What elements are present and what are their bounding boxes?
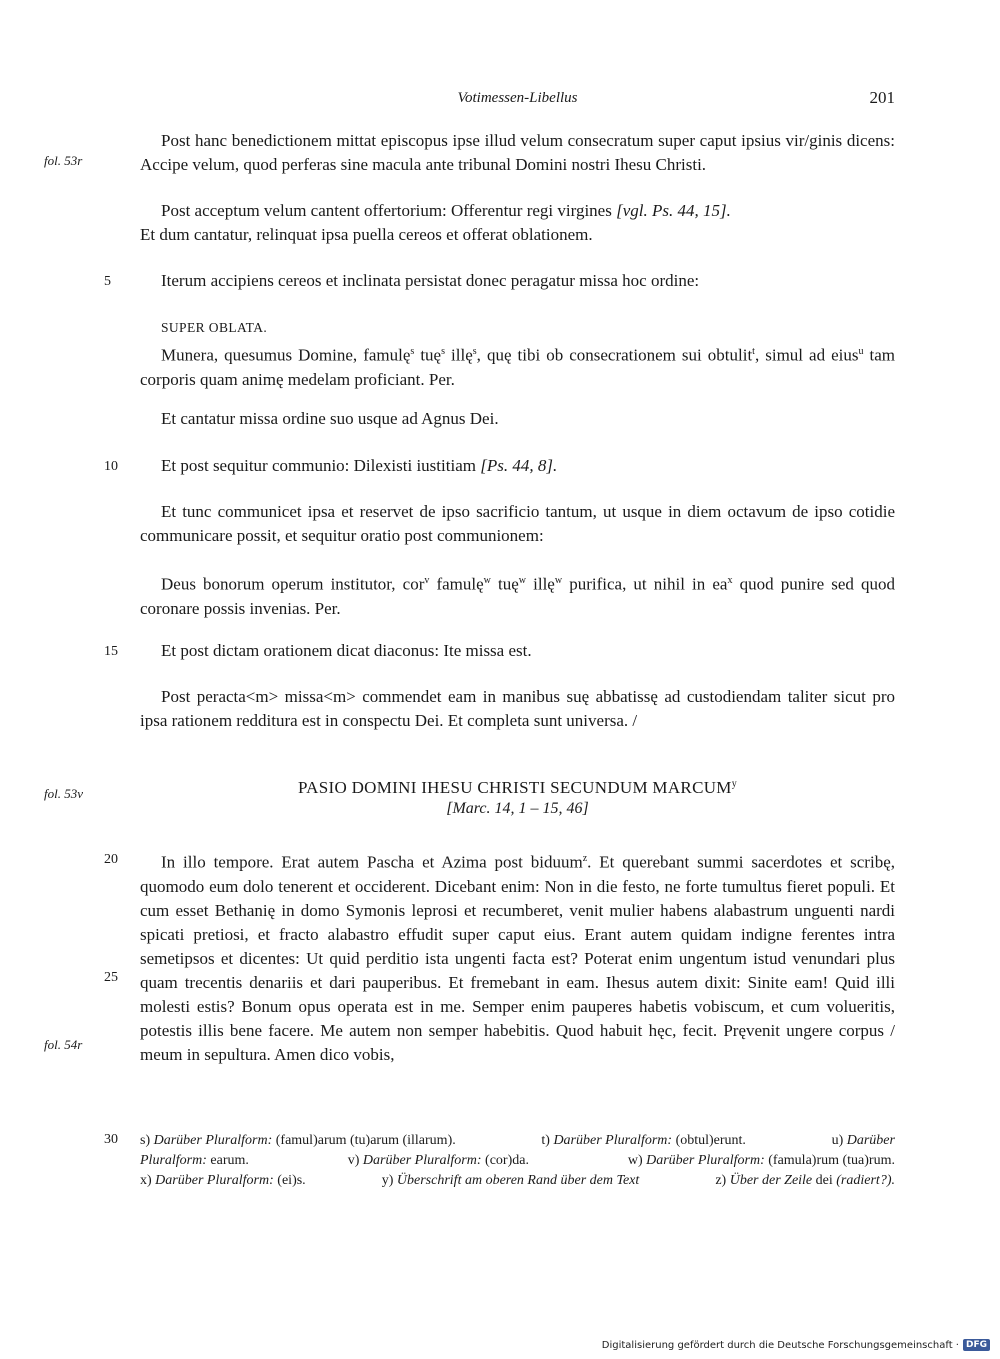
paragraph-passio bbox=[140, 847, 895, 1067]
line-number: 30 bbox=[104, 1132, 118, 1147]
paragraph-text: Post hanc benedictionem mittat episcopus ipse illud velum consecratum super caput ipsius vir/ginis dicens: Accipe velum, quod perferas sine macula ante tribunal Domini nostri Ihesu Christi. bbox=[140, 131, 895, 174]
footnote-s bbox=[140, 1131, 456, 1151]
text: u) bbox=[831, 1133, 844, 1148]
dfg-logo: DFG bbox=[963, 1339, 990, 1351]
footnote-y bbox=[382, 1171, 640, 1191]
paragraph-text: Et post dictam orationem dicat diaconus: Ite missa est. bbox=[161, 641, 532, 660]
text: Post acceptum velum cantent offertorium: Offerentur regi virgines bbox=[161, 201, 612, 220]
text: Darüber Pluralform: bbox=[155, 1173, 274, 1188]
section-heading bbox=[140, 778, 895, 818]
text: t) bbox=[541, 1133, 550, 1148]
paragraph-ite-missa bbox=[140, 639, 895, 663]
paragraph-communio bbox=[140, 454, 895, 478]
text: Überschrift am oberen Rand über dem Text bbox=[396, 1173, 640, 1188]
text: tuę bbox=[414, 345, 442, 365]
footnote-z bbox=[715, 1171, 895, 1191]
footnote-marker: t bbox=[752, 346, 755, 357]
footnote-u-start bbox=[832, 1131, 895, 1151]
text: In illo tempore. Erat autem Pascha et Azima post biduum bbox=[161, 852, 583, 872]
bible-reference: [vgl. Ps. 44, 15]. bbox=[616, 201, 731, 220]
text: s) bbox=[140, 1133, 151, 1148]
page-header bbox=[140, 90, 895, 114]
line-number: 15 bbox=[104, 644, 118, 659]
text: illę bbox=[526, 574, 555, 594]
footnote-row bbox=[140, 1151, 895, 1171]
text: z) bbox=[715, 1173, 727, 1188]
margin-note-fol-54r: fol. 54r bbox=[44, 1037, 83, 1052]
paragraph-text bbox=[140, 847, 895, 1067]
text: v) bbox=[347, 1153, 360, 1168]
line-number: 10 bbox=[104, 459, 118, 474]
footnote-marker: s bbox=[472, 346, 477, 357]
paragraph-text: Et tunc communicet ipsa et reservet de ipso sacrificio tantum, ut usque in diem octavum de ipso cotidie communicare possit, et sequitur oratio post communionem: bbox=[140, 502, 895, 545]
footnote-x bbox=[140, 1171, 306, 1191]
text: earum. bbox=[210, 1153, 249, 1168]
text: . Et querebant summi sacerdotes et scribę, quomodo eum dolo tenerent et occiderent. Dicebant enim: Non in die festo, ne forte tumultus fieret populi. Et cum esset Bethanię in domo Symonis leprosi et recumberet, venit mulier habens alabastrum unguenti nardi spicati pretiosi, et fracto alabastro effudit super caput eius. Erant autem quidam indigne ferentes intra semetipsos et dicentes: Ut quid perditio ista ungenti facta est? Poterat enim ungentum istud venundari plus quam trecentis denariis et dari pauperibus. Et fremebant in eam. Ihesus autem dixit: Sinite eam! Quid illi molesti estis? Bonum opus operata est in me. Semper enim pauperes habetis vobiscum, et cum volueritis, potestis illis bene facere. Me autem non semper habebitis. Quod habuit hęc, fecit. Pręvenit ungere corpus / meum in sepultura. Amen dico vobis, bbox=[140, 852, 895, 1064]
text: Darüber Pluralform: bbox=[553, 1133, 673, 1148]
running-title: Votimessen-Libellus bbox=[457, 90, 578, 106]
text: Deus bonorum operum institutor, cor bbox=[161, 574, 425, 594]
paragraph-text bbox=[140, 454, 895, 478]
text: (radiert?). bbox=[836, 1173, 895, 1188]
footnote-marker: u bbox=[858, 346, 864, 357]
footnote-marker: s bbox=[410, 346, 415, 357]
text: illę bbox=[445, 345, 473, 365]
footnote-marker: w bbox=[518, 575, 527, 586]
paragraph-deus-bonorum bbox=[140, 569, 895, 621]
paragraph-iterum bbox=[140, 269, 895, 293]
text: tam corporis quam animę medelam proficiant. Per. bbox=[140, 345, 895, 389]
line-number: 20 bbox=[104, 852, 118, 867]
footnote-t bbox=[541, 1131, 746, 1151]
footnote-marker: w bbox=[554, 575, 563, 586]
text: Et post sequitur communio: Dilexisti iustitiam bbox=[161, 456, 476, 475]
text: , quę tibi ob consecrationem sui obtulit bbox=[476, 345, 753, 365]
page-number: 201 bbox=[869, 88, 895, 107]
text: Darüber bbox=[846, 1133, 895, 1148]
text: (famula)rum (tua)rum. bbox=[768, 1153, 895, 1168]
paragraph-text: Et dum cantatur, relinquat ipsa puella cereos et offerat oblationem. bbox=[140, 225, 593, 244]
paragraph-post-peractam bbox=[140, 685, 895, 733]
paragraph-text: Iterum accipiens cereos et inclinata persistat donec peragatur missa hoc ordine: bbox=[161, 271, 700, 290]
paragraph-offertorium bbox=[140, 199, 895, 247]
paragraph-text bbox=[140, 199, 895, 223]
footnote-marker: w bbox=[483, 575, 491, 586]
text: Munera, quesumus Domine, famulę bbox=[161, 345, 411, 365]
footnote-u-end bbox=[140, 1151, 249, 1171]
text: (cor)da. bbox=[485, 1153, 529, 1168]
footnote-marker: z bbox=[582, 853, 588, 864]
margin-note-fol-53r: fol. 53r bbox=[44, 153, 83, 168]
section-label: SUPER OBLATA. bbox=[161, 320, 268, 335]
text: dei bbox=[815, 1173, 833, 1188]
text: (obtul)erunt. bbox=[675, 1133, 746, 1148]
heading-reference: [Marc. 14, 1 – 15, 46] bbox=[446, 800, 589, 817]
line-number: 5 bbox=[104, 274, 111, 289]
text: (famul)arum (tu)arum (illarum). bbox=[275, 1133, 456, 1148]
text: , simul ad eius bbox=[754, 345, 859, 365]
text: Darüber Pluralform: bbox=[362, 1153, 482, 1168]
text: (ei)s. bbox=[277, 1173, 306, 1188]
text: Darüber Pluralform: bbox=[646, 1153, 765, 1168]
footnote-w bbox=[628, 1151, 895, 1171]
text: Darüber Pluralform: bbox=[153, 1133, 273, 1148]
text: Pluralform: bbox=[140, 1153, 207, 1168]
text: purifica, ut nihil in ea bbox=[562, 574, 728, 594]
line-number: 25 bbox=[104, 970, 118, 985]
footer-text: Digitalisierung gefördert durch die Deutsche Forschungsgemeinschaft · bbox=[601, 1339, 959, 1351]
footnote-marker: v bbox=[424, 575, 430, 586]
margin-note-fol-53v: fol. 53v bbox=[44, 786, 83, 801]
footnote-marker: y bbox=[731, 778, 738, 790]
footnote-row bbox=[140, 1131, 895, 1151]
paragraph-text: Post peracta<m> missa<m> commendet eam in manibus suę abbatissę ad custodiendam taliter sicut pro ipsa rationem redditura est in conspectu Dei. Et completa sunt universa. / bbox=[140, 687, 895, 730]
text: Über der Zeile bbox=[729, 1173, 813, 1188]
dfg-footer bbox=[602, 1339, 990, 1351]
text: x) bbox=[140, 1173, 152, 1188]
text: w) bbox=[627, 1153, 643, 1168]
paragraph-benedictio bbox=[140, 129, 895, 177]
footnote-v bbox=[348, 1151, 529, 1171]
paragraph-text bbox=[140, 340, 895, 392]
footnote-marker: s bbox=[441, 346, 446, 357]
paragraph-super-oblata bbox=[140, 316, 895, 392]
text: quod punire sed quod coronare possis invenias. Per. bbox=[140, 574, 895, 618]
paragraph-text: Et cantatur missa ordine suo usque ad Agnus Dei. bbox=[161, 409, 499, 428]
text: tuę bbox=[490, 574, 519, 594]
footnote-row bbox=[140, 1171, 895, 1191]
text: y) bbox=[381, 1173, 394, 1188]
paragraph-communicet bbox=[140, 500, 895, 548]
footnote-marker: x bbox=[727, 575, 733, 586]
bible-reference: [Ps. 44, 8]. bbox=[480, 456, 558, 475]
text: PASIO DOMINI IHESU CHRISTI SECUNDUM MARCUM bbox=[297, 778, 732, 797]
paragraph-text bbox=[140, 569, 895, 621]
text: famulę bbox=[429, 574, 484, 594]
footnotes bbox=[140, 1131, 895, 1191]
heading-title bbox=[140, 778, 895, 798]
paragraph-agnus-dei bbox=[140, 407, 895, 431]
